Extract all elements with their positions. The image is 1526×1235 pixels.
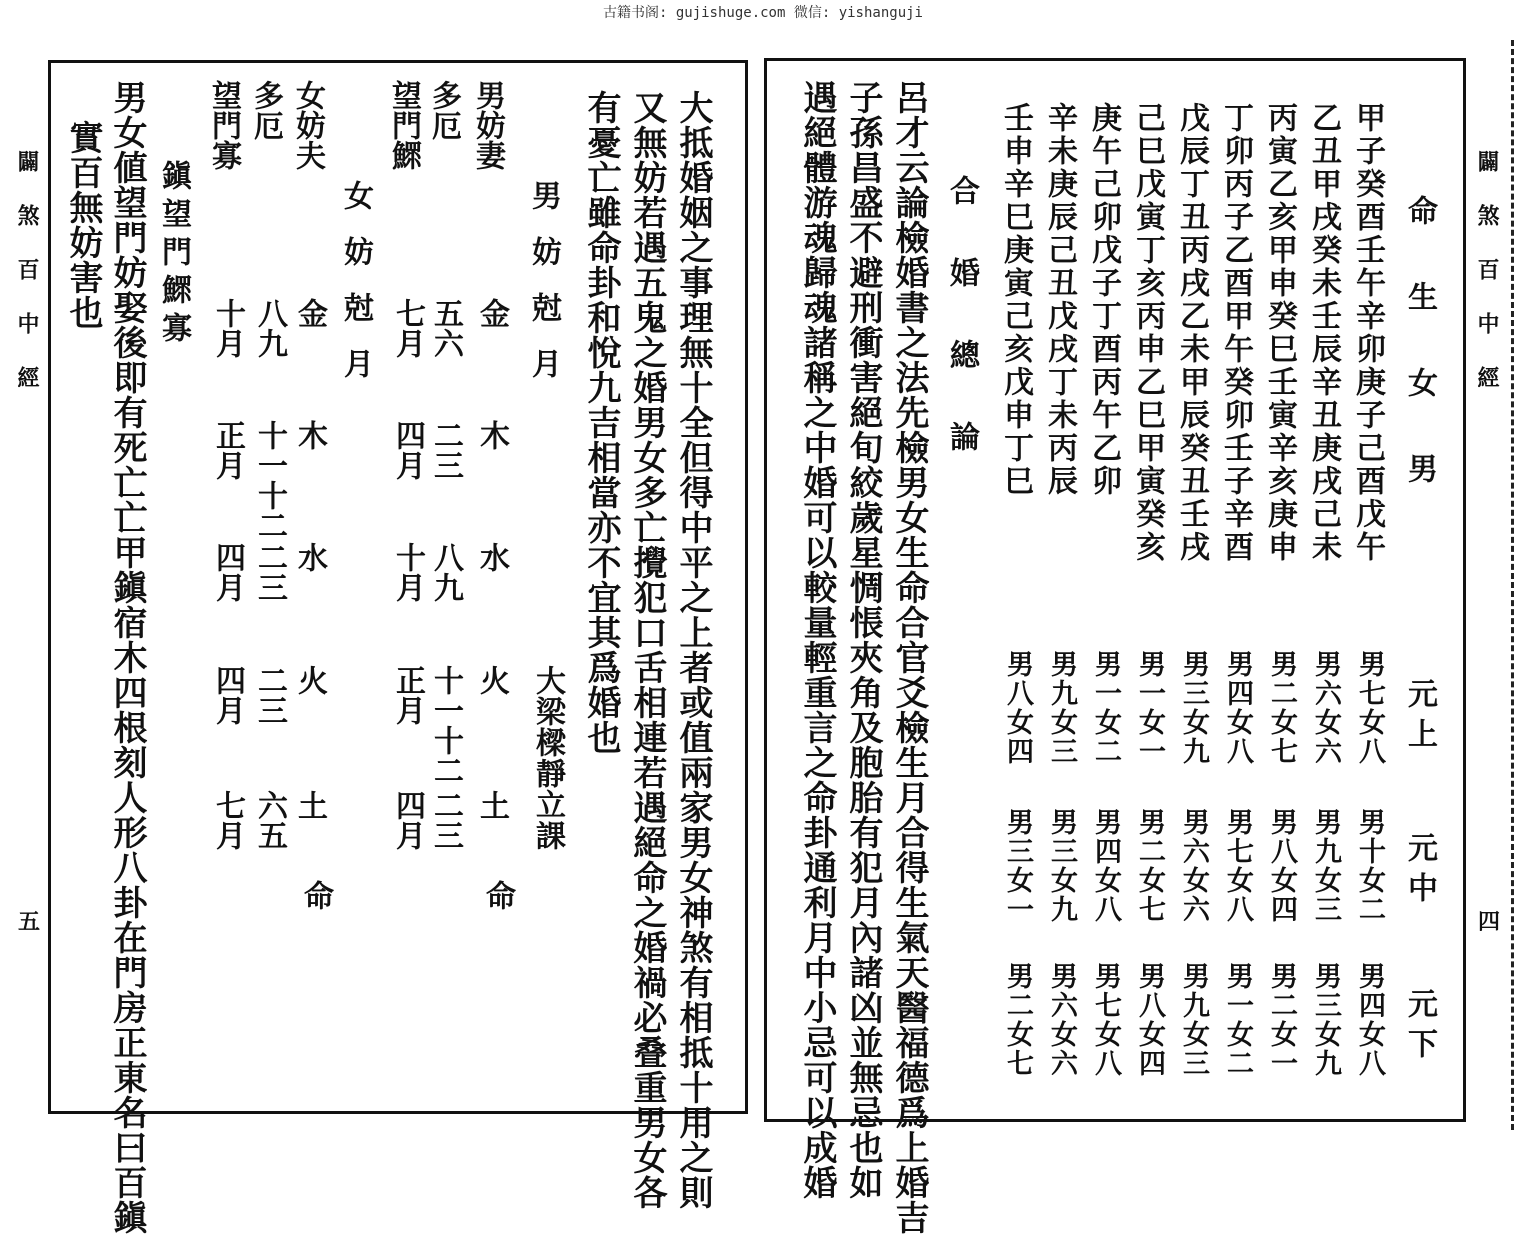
table-1-cell: 四月	[390, 790, 425, 850]
lower-era-cell: 男一女二	[1222, 962, 1253, 1078]
lower-era-cell: 男八女四	[1134, 962, 1165, 1078]
upper-era-cell: 男三女九	[1178, 650, 1209, 766]
middle-era-cell: 男三女一	[1002, 808, 1033, 924]
table-2-cell: 正月	[210, 420, 245, 480]
table-1-cell: 五六	[428, 298, 463, 358]
table-1-element: 木	[474, 420, 509, 450]
right-edge-marks	[1511, 40, 1518, 1130]
remedy-title: 鎭望門鰥寡	[156, 160, 191, 350]
middle-era-cell: 男三女九	[1046, 808, 1077, 924]
left-body-line-2: 又無妨若遇五鬼之婚男女多亡攪犯口舌相連若遇絕命之婚禍必叠重男女各	[627, 90, 667, 1210]
era-header-middle: 元中	[1402, 832, 1437, 912]
year-column: 甲子癸酉壬午辛卯庚子己酉戊午	[1350, 102, 1385, 564]
table-2-title: 女妨尅月	[338, 180, 373, 404]
table-2-cell: 四月	[210, 665, 245, 725]
table-2-element: 金	[292, 298, 327, 328]
left-body-line-3: 有憂亡雖命卦和悅九吉相當亦不宜其爲婚也	[581, 90, 621, 755]
year-column: 丙寅乙亥甲申癸巳壬寅辛亥庚申	[1262, 102, 1297, 564]
table-2-cell: 七月	[210, 790, 245, 850]
lower-era-cell: 男二女一	[1266, 962, 1297, 1078]
table-1-element: 水	[474, 542, 509, 572]
watermark-text: 古籍书阁: gujishuge.com 微信: yishanguji	[602, 5, 923, 21]
table-2-element: 命	[298, 880, 333, 910]
upper-era-cell: 男八女四	[1002, 650, 1033, 766]
right-body-line-1: 呂才云論檢婚書之法先檢男女生命合官爻檢生月合得生氣天醫福德爲上婚吉	[889, 80, 929, 1235]
right-body-line-2: 子孫昌盛不避刑衝害絕旬絞歲星惆悵夾角及胞胎有犯月內諸凶並無忌也如	[843, 80, 883, 1200]
table-1-cell: 二三	[428, 790, 463, 850]
table-1-title: 男妨尅月	[526, 180, 561, 404]
middle-era-cell: 男八女四	[1266, 808, 1297, 924]
table-2-cell: 二三	[252, 542, 287, 602]
table-2-element: 木	[292, 420, 327, 450]
table-1-row-label: 男妨妻	[470, 80, 505, 170]
upper-era-cell: 男六女六	[1310, 650, 1341, 766]
table-2-cell: 十一十二	[252, 420, 287, 540]
table-1-element: 命	[480, 880, 515, 910]
year-column: 己巳戊寅丁亥丙申乙巳甲寅癸亥	[1130, 102, 1165, 564]
table-1-row-label: 多厄	[426, 80, 461, 140]
left-page-rail-title: 闢煞百中經	[14, 150, 40, 420]
era-header-upper: 元上	[1402, 678, 1437, 758]
table-1-cell: 十一十二	[428, 665, 463, 785]
year-column: 庚午己卯戊子丁酉丙午乙卯	[1086, 102, 1121, 498]
table-2-row-label: 望門寡	[206, 80, 241, 170]
middle-era-cell: 男七女八	[1222, 808, 1253, 924]
left-body-line-1: 大抵婚姻之事理無十全但得中平之上者或值兩家男女神煞有相抵十用之則	[673, 90, 713, 1210]
remedy-body-line-1: 男女値望門妨娶後即有死亡亡甲鎭宿木四根刻人形八卦在門房正東名曰百鎭	[107, 80, 147, 1235]
table-1-cell: 正月	[390, 665, 425, 725]
table-2-cell: 二三	[252, 665, 287, 725]
table-2-cell: 八九	[252, 298, 287, 358]
year-column: 壬申辛巳庚寅己亥戊申丁巳	[998, 102, 1033, 498]
table-2-cell: 十月	[210, 298, 245, 358]
table-1-cell: 八九	[428, 542, 463, 602]
table-1-element: 火	[474, 665, 509, 695]
upper-era-cell: 男七女八	[1354, 650, 1385, 766]
year-column: 辛未庚辰己丑戊戌丁未丙辰	[1042, 102, 1077, 498]
year-column: 丁卯丙子乙酉甲午癸卯壬子辛酉	[1218, 102, 1253, 564]
lower-era-cell: 男九女三	[1178, 962, 1209, 1078]
lower-era-cell: 男二女七	[1002, 962, 1033, 1078]
right-page-number: 四	[1478, 909, 1501, 935]
table-1-cell: 七月	[390, 298, 425, 358]
left-page-number: 五	[18, 909, 41, 935]
upper-era-cell: 男一女一	[1134, 650, 1165, 766]
upper-era-cell: 男九女三	[1046, 650, 1077, 766]
year-column: 戊辰丁丑丙戌乙未甲辰癸丑壬戌	[1174, 102, 1209, 564]
table-1-cell: 二三	[428, 420, 463, 480]
table-heading: 命生女男	[1402, 195, 1437, 539]
table-2-cell: 六五	[252, 790, 287, 850]
table-2-element: 土	[292, 790, 327, 820]
year-column: 乙丑甲戌癸未壬辰辛丑庚戌己未	[1306, 102, 1341, 564]
lower-era-cell: 男四女八	[1354, 962, 1385, 1078]
middle-era-cell: 男十女二	[1354, 808, 1385, 924]
section-title: 合婚總論	[944, 175, 979, 503]
remedy-body-line-2: 實百無妨害也	[63, 120, 103, 330]
table-1-cell: 十月	[390, 542, 425, 602]
right-page-rail-title: 闢煞百中經	[1474, 150, 1500, 420]
middle-era-cell: 男四女八	[1090, 808, 1121, 924]
table-2-cell: 四月	[210, 542, 245, 602]
lower-era-cell: 男三女九	[1310, 962, 1341, 1078]
table-1-element: 金	[474, 298, 509, 328]
era-header-lower: 元下	[1402, 988, 1437, 1068]
middle-era-cell: 男六女六	[1178, 808, 1209, 924]
lower-era-cell: 男七女八	[1090, 962, 1121, 1078]
lower-era-cell: 男六女六	[1046, 962, 1077, 1078]
table-2-row-label: 女妨夫	[290, 80, 325, 170]
table-2-row-label: 多厄	[248, 80, 283, 140]
right-body-line-3: 遇絕體游魂歸魂諸稱之中婚可以較量輕重言之命卦通利月中小忌可以成婚	[797, 80, 837, 1200]
upper-era-cell: 男四女八	[1222, 650, 1253, 766]
table-2-element: 水	[292, 542, 327, 572]
table-2-element: 火	[292, 665, 327, 695]
middle-era-cell: 男九女三	[1310, 808, 1341, 924]
table-1-cell: 四月	[390, 420, 425, 480]
upper-era-cell: 男二女七	[1266, 650, 1297, 766]
table-1-row-label: 望門鰥	[386, 80, 421, 170]
table-1-element: 土	[474, 790, 509, 820]
upper-era-cell: 男一女二	[1090, 650, 1121, 766]
table-1-credit: 大梁樑靜立課	[530, 665, 565, 851]
middle-era-cell: 男二女七	[1134, 808, 1165, 924]
